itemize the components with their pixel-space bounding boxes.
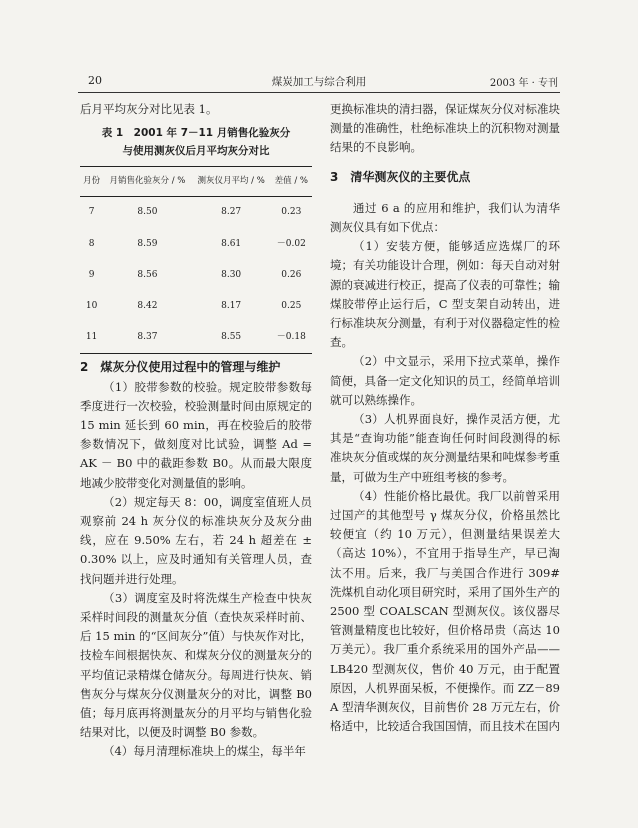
table-row — [80, 197, 312, 229]
paragraph-dispatch-comparison: （3）调度室及时将洗煤生产检查中快灰采样时间段的测量灰分值（查快灰采样时前、后 15 min 的“区间灰分”值）与快灰作对比，技检车间根据快灰、和煤灰分仪的测量灰分的平均值记录精煤仓储灰分。每周进行快灰、销售灰分与煤灰分仪测量灰分的对比，调整 B0 值；每月底再将测量灰分的月平均与销售化验结果对比，以便及时调整 B0 参数。 — [80, 590, 312, 740]
cell-meter-avg: 8.30 — [221, 269, 242, 280]
paragraph-price-performance: （4）性能价格比最优。我厂以前曾采用过国产的其他型号 γ 煤灰分仪，价格虽然比较便宜（约 10 万元），但测量结果误差大（高达 10%），不宜用于指导生产，早已淘汰不用。后来，我厂与美国合作进行 309# 洗煤机自动化项目研究时，采用了国外生产的 2500 型 COALSCAN 型测灰仪。该仪器尽管测量精度也比较好，但价格昂贵（高达 10 万美元）。我厂重介系统采用的国外产品——LB420 型测灰仪，售价 40 万元，由于配置原因，人机界面呆板，不便操作。而 ZZ－89 A 型清华测灰仪，目前售价 28 万元左右，价格适中，比较适合我国国情，而且技术在国内 — [330, 488, 560, 734]
paragraph-interface: （3）人机界面良好，操作灵活方便，尤其是“查询功能”能查询任何时间段测得的标准块灰分值或煤的灰分测量结果和吨煤参考重量，可做为生产中班组考核的参考。 — [330, 412, 560, 484]
cell-month: 11 — [85, 332, 98, 343]
journal-title: 煤炭加工与综合利用 — [271, 76, 367, 88]
table-caption — [80, 124, 312, 160]
table-row — [80, 291, 312, 322]
cell-sales-ash: 8.56 — [137, 269, 158, 280]
cell-meter-avg: 8.55 — [221, 332, 242, 343]
cell-month: 9 — [88, 269, 95, 280]
cell-sales-ash: 8.37 — [137, 332, 158, 343]
left-column — [80, 100, 312, 762]
cell-meter-avg: 8.27 — [221, 207, 242, 218]
paragraph-chinese-display: （2）中文显示，采用下拉式菜单，操作简便，具备一定文化知识的员工，经简单培训就可以熟练操作。 — [330, 354, 560, 407]
cell-difference: 0.23 — [281, 207, 302, 218]
ash-comparison-table — [80, 166, 312, 354]
table-caption-line-2: 与使用测灰仪后月平均灰分对比 — [122, 145, 270, 158]
cell-sales-ash: 8.59 — [137, 238, 158, 249]
table-row — [80, 260, 312, 291]
intro-text: 后月平均灰分对比见表 1。 — [80, 102, 218, 116]
col-header-meter-avg: 测灰仪月平均 / % — [197, 176, 265, 187]
cell-meter-avg: 8.61 — [221, 238, 242, 249]
page-number: 20 — [88, 74, 102, 87]
col-header-month: 月份 — [83, 176, 101, 187]
col-header-sales-ash: 月销售化验灰分 / % — [109, 176, 186, 187]
cell-month: 7 — [88, 207, 95, 218]
paragraph-daily-check: （2）规定每天 8：00，调度室值班人员观察前 24 h 灰分仪的标准块灰分及灰分曲线，应在 9.50% 左右，若 24 h 超差在 ± 0.30% 以上，应及时通知有关管理人员，查找问题并进行处理。 — [80, 494, 312, 586]
paragraph-monthly-cleaning: （4）每月清理标准块上的煤尘，每半年 — [103, 744, 306, 759]
section-2-heading: 2 煤灰分仪使用过程中的管理与维护 — [80, 360, 281, 375]
cell-difference: 0.25 — [281, 301, 302, 312]
paragraph-continued: 更换标准块的清扫器，保证煤灰分仪对标准块测量的准确性，杜绝标准块上的沉积物对测量结果的不良影响。 — [330, 102, 560, 155]
cell-month: 8 — [88, 238, 95, 249]
cell-difference: －0.02 — [276, 238, 306, 249]
cell-meter-avg: 8.17 — [221, 301, 242, 312]
table-caption-line-1: 表 1 2001 年 7－11 月销售化验灰分 — [101, 127, 291, 140]
running-header — [78, 74, 560, 90]
col-header-difference: 差值 / % — [274, 176, 308, 187]
paragraph-installation: （1）安装方便，能够适应选煤厂的环境；有关功能设计合理，例如：每天自动对射源的衰减进行校正，提高了仪表的可靠性；输煤胶带停止运行后，C 型支架自动转出，进行标准块灰分测量，有利于对仪器稳定性的检查。 — [330, 239, 560, 350]
table-row — [80, 229, 312, 260]
paragraph-belt-calibration: （1）胶带参数的校验。规定胶带参数每季度进行一次校验，校验测量时间由原规定的 15 min 延长到 60 min，再在校验后的胶带参数情况下，做刻度对比试验，调整 Ad = AK － B0 中的截距参数 B0。从而最大限度地减少胶带变化对测量值的影响。 — [80, 379, 312, 490]
section-3-heading: 3 清华测灰仪的主要优点 — [330, 169, 471, 184]
table-row — [80, 322, 312, 354]
cell-difference: 0.26 — [281, 269, 302, 280]
issue-label: 2003 年 · 专刊 — [489, 78, 558, 89]
cell-difference: －0.18 — [276, 332, 306, 343]
cell-sales-ash: 8.42 — [137, 301, 158, 312]
cell-sales-ash: 8.50 — [137, 207, 158, 218]
paragraph-advantages-intro: 通过 6 a 的应用和维护，我们认为清华测灰仪具有如下优点： — [330, 200, 560, 235]
cell-month: 10 — [85, 301, 98, 312]
right-column — [330, 100, 560, 737]
header-rule — [78, 92, 560, 93]
table-header-row — [80, 167, 312, 197]
